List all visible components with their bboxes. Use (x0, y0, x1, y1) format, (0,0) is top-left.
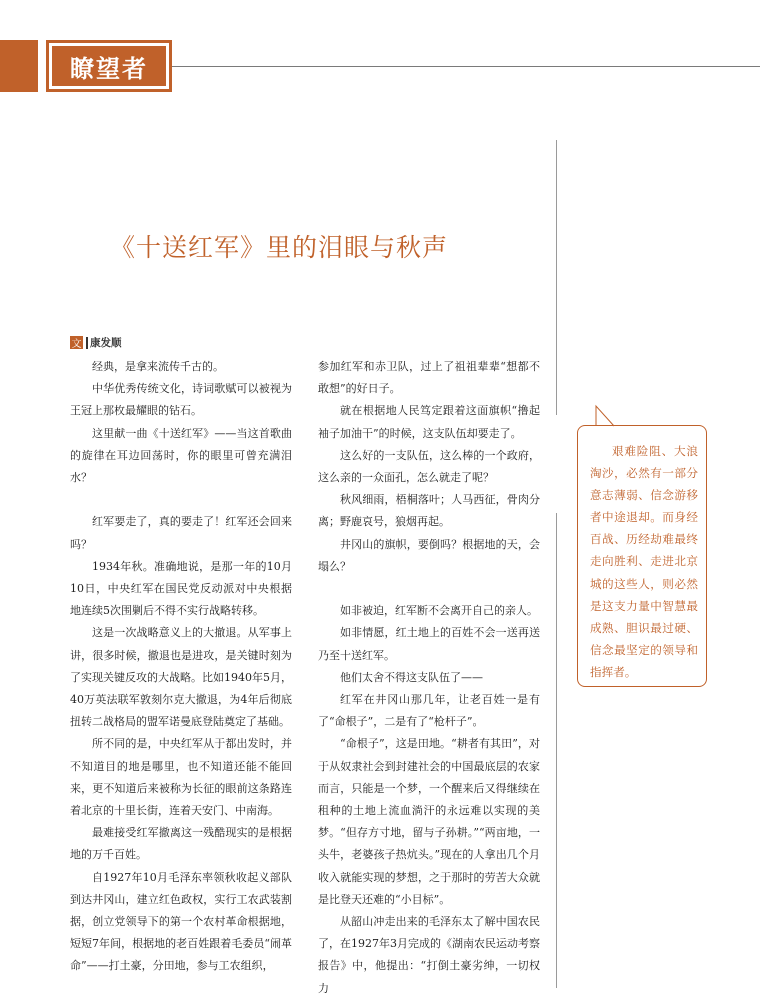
byline (70, 335, 122, 350)
body-paragraph: “命根子”，这是田地。“耕者有其田”，对于从奴隶社会到封建社会的中国最底层的农家而言，只能是一个梦，一个醒来后又得继续在租种的土地上流血淌汗的永远难以实现的美梦。“但存方寸地，留与子孙耕。”“两亩地，一头牛，老婆孩子热炕头。”现在的人拿出几个月收入就能实现的梦想，之于那时的劳苦大众就是比登天还难的“小目标”。 (318, 737, 540, 906)
body-paragraph: 红军要走了，真的要走了！红军还会回来吗？ (70, 515, 292, 551)
byline-tag: 文 (70, 336, 83, 349)
article-title: 《十送红军》里的泪眼与秋声 (110, 233, 449, 262)
body-paragraph: 所不同的是，中央红军从于都出发时，并不知道目的地是哪里，也不知道还能不能回来，更不知道后来被称为长征的眼前这条路连着北京的十里长街，连着天安门、中南海。 (70, 737, 292, 818)
body-paragraph: 红军在井冈山那几年，让老百姓一是有了“命根子”，二是有了“枪杆子”。 (318, 693, 540, 729)
body-paragraph: 这里献一曲《十送红军》——当这首歌曲的旋律在耳边回荡时，你的眼里可曾充满泪水？ (70, 426, 292, 485)
body-paragraph: 如非被迫，红军断不会离开自己的亲人。 (340, 604, 538, 618)
pull-quote (577, 425, 707, 687)
body-column-middle (318, 356, 540, 1000)
body-paragraph: 这么好的一支队伍，这么棒的一个政府，这么亲的一众面孔，怎么就走了呢？ (318, 448, 540, 485)
body-paragraph: 如非情愿，红土地上的百姓不会一送再送乃至十送红军。 (318, 626, 540, 662)
byline-divider (86, 337, 88, 349)
section-masthead (46, 40, 172, 92)
body-paragraph: 这是一次战略意义上的大撤退。从军事上讲，很多时候，撤退也是进攻，是关键时刻为了实现关键反攻的大战略。比如1940年5月，40万英法联军敦刻尔克大撤退，为4年后彻底扭转二战格局的盟军诺曼底登陆奠定了基础。 (70, 626, 292, 729)
body-column-left (70, 356, 292, 978)
author-name: 康发顺 (90, 337, 122, 349)
body-paragraph: 参加红军和赤卫队，过上了祖祖辈辈“想都不敢想”的好日子。 (318, 360, 540, 396)
body-paragraph: 秋风细雨，梧桐落叶；人马西征，骨肉分离；野鹿哀号，狼烟再起。 (318, 493, 540, 529)
body-paragraph: 他们太舍不得这支队伍了—— (340, 670, 483, 684)
column-divider-top (556, 140, 557, 415)
paragraph-gap (318, 578, 540, 600)
pull-quote-text: 艰难险阻、大浪淘沙，必然有一部分意志薄弱、信念游移者中途退却。而身经百战、历经劫难最终走向胜利、走进北京城的这些人，则必然是这支力量中智慧最成熟、胆识最过硬、信念最坚定的领导和指挥者。 (590, 444, 698, 679)
body-paragraph: 1934年秋。准确地说，是那一年的10月10日，中央红军在国民党反动派对中央根据地连续5次围剿后不得不实行战略转移。 (70, 559, 292, 618)
section-masthead-label: 瞭望者 (52, 46, 166, 86)
masthead-rule (172, 66, 760, 67)
body-paragraph: 就在根据地人民笃定跟着这面旗帜“撸起袖子加油干”的时候，这支队伍却要走了。 (318, 404, 540, 440)
body-paragraph: 经典，是拿来流传千古的。 (92, 360, 224, 373)
body-paragraph: 从韶山冲走出来的毛泽东太了解中国农民了，在1927年3月完成的《湖南农民运动考察报告》中，他提出：“打倒土豪劣绅，一切权力 (318, 915, 540, 995)
masthead-corner-block (0, 40, 38, 92)
body-paragraph: 自1927年10月毛泽东率领秋收起义部队到达井冈山，建立红色政权，实行工农武装割据，创立党领导下的第一个农村革命根据地，短短7年间，根据地的老百姓跟着毛委员“闹革命”——打土豪，分田地，参与工农组织， (70, 870, 292, 973)
body-paragraph: 中华优秀传统文化，诗词歌赋可以被视为王冠上那枚最耀眼的钻石。 (70, 382, 292, 418)
body-paragraph: 最难接受红军撤离这一残酷现实的是根据地的万千百姓。 (70, 826, 292, 862)
paragraph-gap (70, 489, 292, 511)
body-paragraph: 井冈山的旗帜，要倒吗？根据地的天，会塌么？ (318, 537, 540, 573)
column-divider-bottom (556, 513, 557, 988)
